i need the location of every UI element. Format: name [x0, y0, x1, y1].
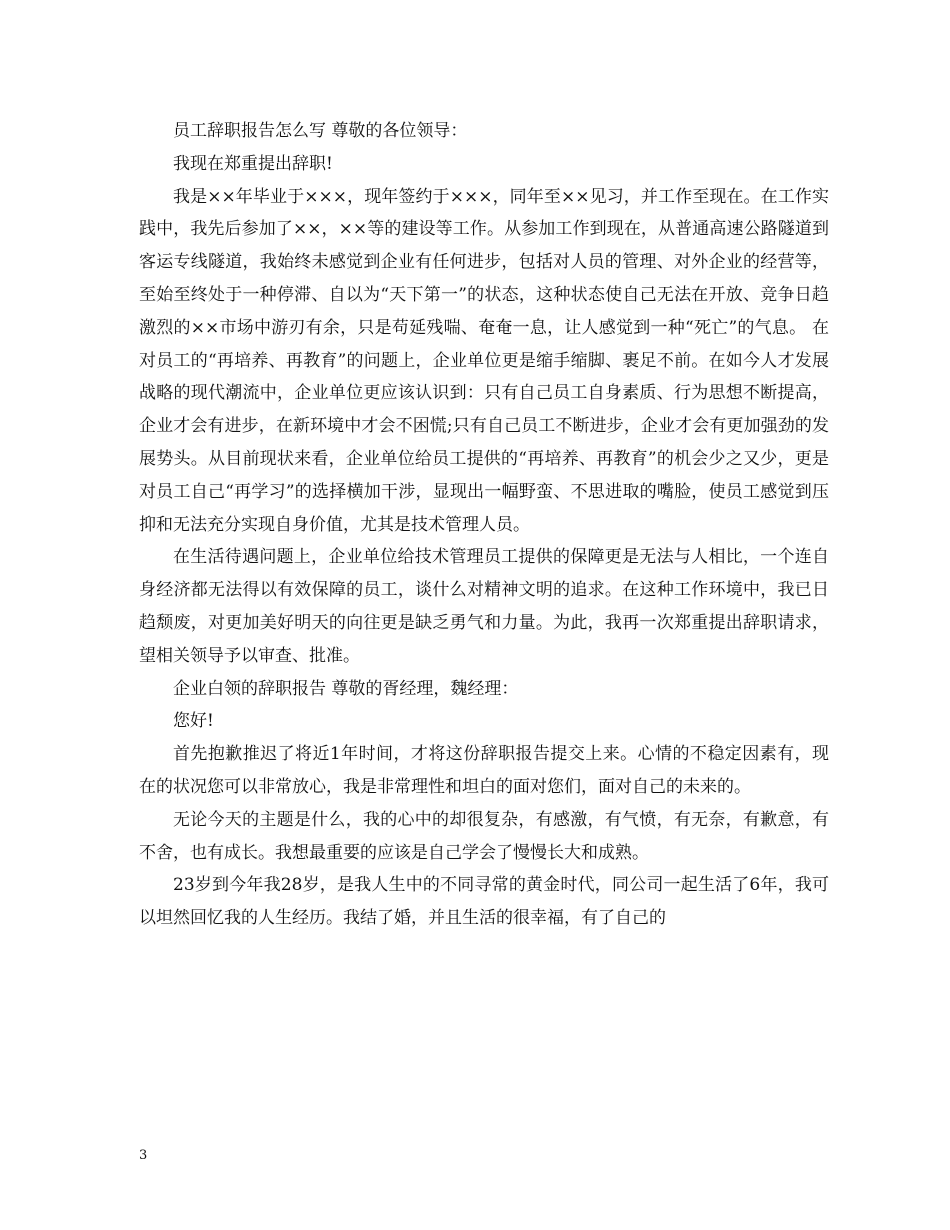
heading-paragraph-1: 员工辞职报告怎么写 尊敬的各位领导：: [173, 121, 468, 141]
body-paragraph-3: 我是××年毕业于×××，现年签约于×××，同年至××见习，并工作至现在。在工作实践中，我先后参加了××，××等的建设等工作。从参加工作到现在，从普通高速公路隧道到客运专线隧道，我始终未感觉到企业有任何进步，包括对人员的管理、对外企业的经营等，至始至终处于一种停滞、自以为“天下第一”的状态，这种状态使自己无法在开放、竞争日趋激烈的××市场中游刃有余，只是苟延残喘、奄奄一息，让人感觉到一种“死亡”的气息。 在对员工的“再培养、再教育”的问题上，企业单位更是缩手缩脚、裹足不前。在如今人才发展战略的现代潮流中，企业单位更应该认识到：只有自己员工自身素质、行为思想不断提高，企业才会有进步，在新环境中才会不困慌;只有自己员工不断进步，企业才会有更加强劲的发展势头。从目前现状来看，企业单位给员工提供的“再培养、再教育”的机会少之又少，更是对员工自己“再学习”的选择横加干涉，显现出一幅野蛮、不思进取的嘴脸，使员工感觉到压抑和无法充分实现自身价值，尤其是技术管理人员。: [139, 186, 829, 535]
body-paragraph-7: 首先抱歉推迟了将近1年时间，才将这份辞职报告提交上来。心情的不稳定因素有，现在的状况您可以非常放心，我是非常理性和坦白的面对您们，面对自己的未来的。: [139, 744, 829, 797]
body-paragraph-4: 在生活待遇问题上，企业单位给技术管理员工提供的保障更是无法与人相比，一个连自身经济都无法得以有效保障的员工，谈什么对精神文明的追求。在这种工作环境中，我已日趋颓废，对更加美好明天的向往更是缺乏勇气和力量。为此，我再一次郑重提出辞职请求，望相关领导予以审查、批准。: [139, 547, 829, 666]
body-paragraph-2: 我现在郑重提出辞职!: [173, 153, 333, 174]
body-paragraph-8: 无论今天的主题是什么，我的心中的却很复杂，有感激，有气愤，有无奈，有歉意，有不舍，也有成长。我想最重要的应该是自己学会了慢慢长大和成熟。: [139, 809, 829, 863]
document-body: [139, 115, 829, 935]
body-paragraph-6: 您好!: [173, 711, 214, 732]
heading-paragraph-5: 企业白领的辞职报告 尊敬的胥经理，魏经理：: [173, 678, 519, 699]
page-number: 3: [139, 1148, 148, 1163]
body-paragraph-9: 23岁到今年我28岁，是我人生中的不同寻常的黄金时代，同公司一起生活了6年，我可以坦然回忆我的人生经历。我结了婚，并且生活的很幸福，有了自己的: [139, 875, 829, 929]
